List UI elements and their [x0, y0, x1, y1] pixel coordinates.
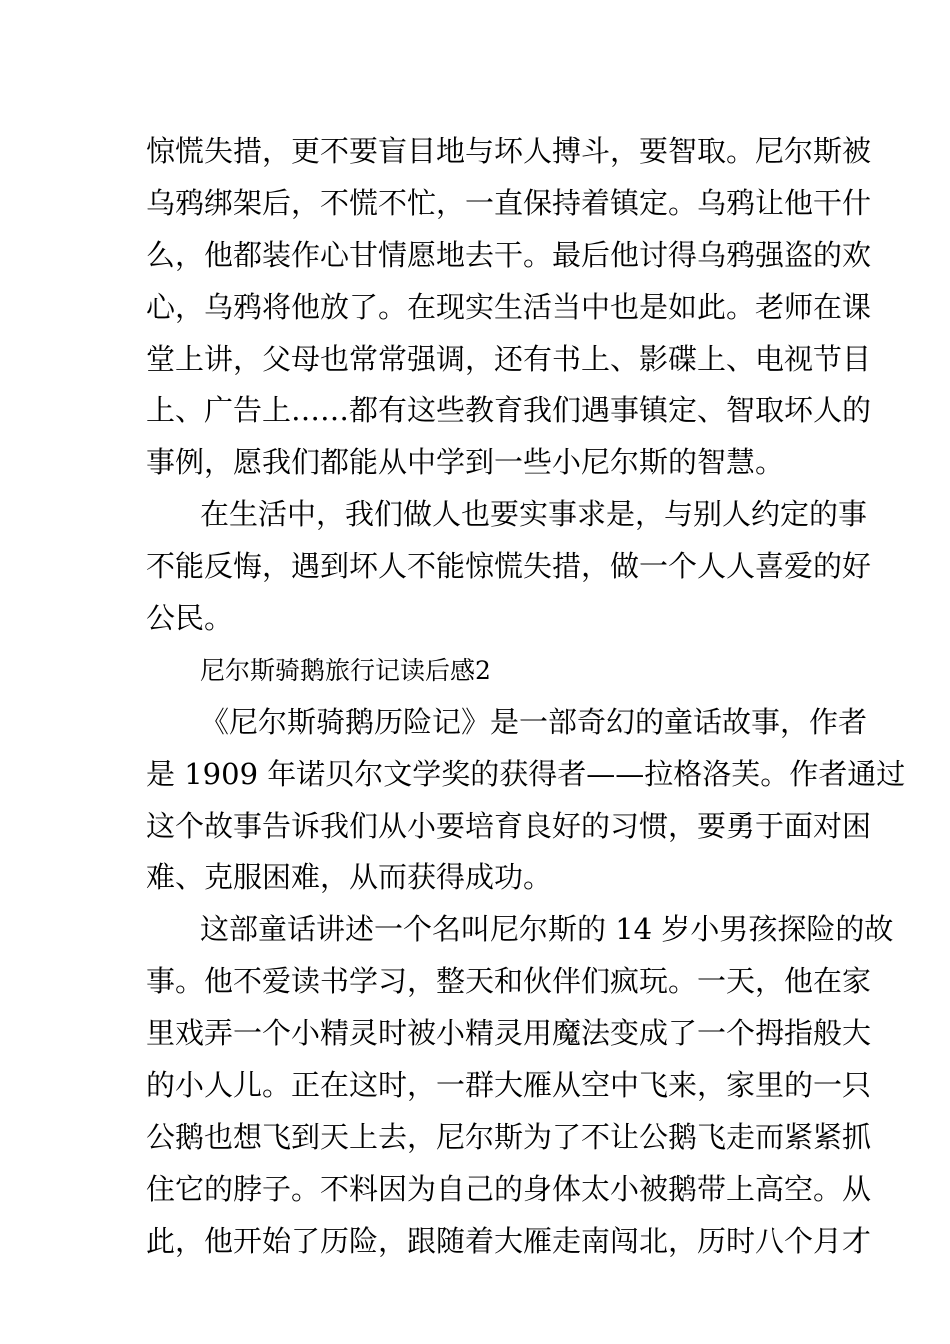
section-heading: 尼尔斯骑鹅旅行记读后感2	[200, 655, 491, 685]
text-line-14: 这个故事告诉我们从小要培育良好的习惯，要勇于面对困	[146, 808, 872, 843]
text-line-6: 上、广告上……都有这些教育我们遇事镇定、智取坏人的	[146, 393, 872, 428]
text-line-21: 住它的脖子。不料因为自己的身体太小被鹅带上高空。从	[146, 1171, 872, 1206]
text-line-5: 堂上讲，父母也常常强调，还有书上、影碟上、电视节目	[146, 341, 872, 376]
text-line-7: 事例，愿我们都能从中学到一些小尼尔斯的智慧。	[146, 445, 785, 480]
text-line-3: 么，他都装作心甘情愿地去干。最后他讨得乌鸦强盗的欢	[146, 237, 872, 272]
text-line-15: 难、克服困难，从而获得成功。	[146, 860, 553, 895]
paragraph-start-line: 在生活中，我们做人也要实事求是，与别人约定的事	[200, 497, 868, 532]
text-line-19: 的小人儿。正在这时，一群大雁从空中飞来，家里的一只	[146, 1068, 872, 1103]
text-line-4: 心，乌鸦将他放了。在现实生活当中也是如此。老师在课	[146, 289, 872, 324]
text-line-13: 是 1909 年诺贝尔文学奖的获得者——拉格洛芙。作者通过	[146, 756, 906, 791]
text-line-10: 公民。	[146, 601, 234, 636]
body-text	[146, 126, 906, 1268]
text-line-9: 不能反悔，遇到坏人不能惊慌失措，做一个人人喜爱的好	[146, 549, 872, 584]
text-line-22: 此，他开始了历险，跟随着大雁走南闯北，历时八个月才	[146, 1223, 872, 1258]
text-line-17: 事。他不爱读书学习，整天和伙伴们疯玩。一天，他在家	[146, 964, 872, 999]
paragraph-start-line: 这部童话讲述一个名叫尼尔斯的 14 岁小男孩探险的故	[200, 912, 894, 947]
paragraph-start-line: 《尼尔斯骑鹅历险记》是一部奇幻的童话故事，作者	[200, 704, 868, 739]
text-line-20: 公鹅也想飞到天上去，尼尔斯为了不让公鹅飞走而紧紧抓	[146, 1119, 872, 1154]
text-line-1: 惊慌失措，更不要盲目地与坏人搏斗，要智取。尼尔斯被	[146, 134, 872, 168]
text-line-18: 里戏弄一个小精灵时被小精灵用魔法变成了一个拇指般大	[146, 1016, 872, 1051]
text-line-2: 乌鸦绑架后，不慌不忙，一直保持着镇定。乌鸦让他干什	[146, 185, 872, 220]
